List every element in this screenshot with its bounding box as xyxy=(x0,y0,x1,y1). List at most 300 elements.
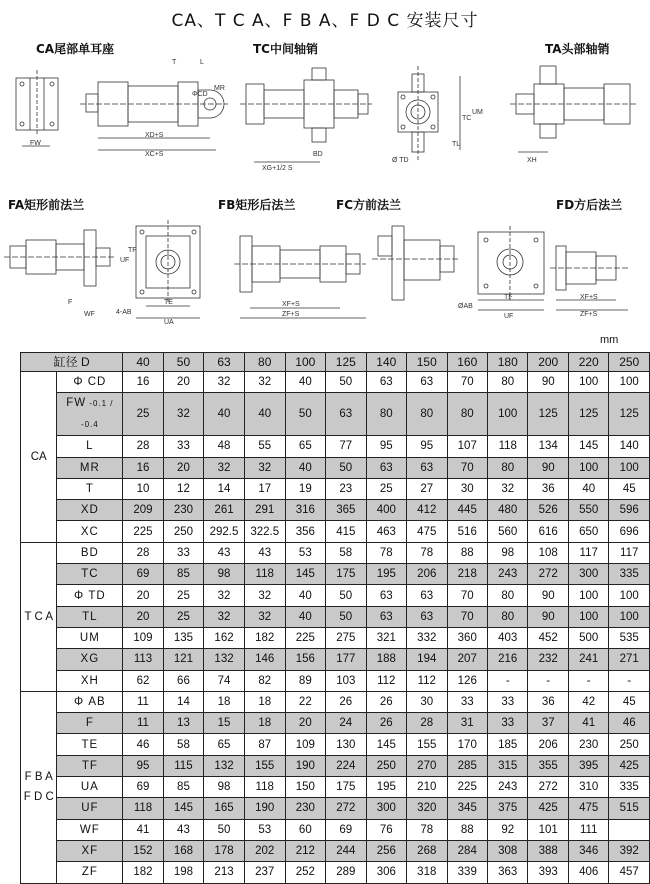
cell-value: 332 xyxy=(407,627,447,648)
cell-value: 80 xyxy=(488,606,528,627)
cell-value: 145 xyxy=(568,436,608,457)
cell-value: 225 xyxy=(285,627,325,648)
row-label: Φ TD xyxy=(57,585,123,606)
cell-value: 475 xyxy=(407,521,447,542)
cell-value: 237 xyxy=(244,862,285,883)
dim-mr: MR xyxy=(214,85,225,92)
cell-value: 452 xyxy=(528,627,568,648)
cell-value: 111 xyxy=(568,819,608,840)
header-bore-220: 220 xyxy=(568,353,608,372)
cell-value: 87 xyxy=(244,734,285,755)
header-bore-label: 缸径 D xyxy=(21,353,123,372)
cell-value: 33 xyxy=(163,542,203,563)
cell-value: 415 xyxy=(326,521,366,542)
cell-value: 425 xyxy=(609,755,650,776)
cell-value: 53 xyxy=(244,819,285,840)
cell-value: 88 xyxy=(447,819,487,840)
dimension-table xyxy=(20,352,650,884)
cell-value: 125 xyxy=(568,393,608,436)
ta-side-view xyxy=(510,66,636,164)
table-row xyxy=(21,372,650,393)
dim-xf-fb: XF+S xyxy=(282,301,300,308)
cell-value: 480 xyxy=(488,500,528,521)
cell-value: 69 xyxy=(326,819,366,840)
header-bore-250: 250 xyxy=(609,353,650,372)
table-row xyxy=(21,819,650,840)
cell-value: 212 xyxy=(285,840,325,861)
cell-value: 224 xyxy=(326,755,366,776)
cell-value: 18 xyxy=(244,713,285,734)
row-label: Φ CD xyxy=(57,372,123,393)
cell-value: 250 xyxy=(609,734,650,755)
cell-value: 70 xyxy=(447,606,487,627)
cell-value: 146 xyxy=(244,649,285,670)
table-row xyxy=(21,393,650,436)
cell-value: 80 xyxy=(488,457,528,478)
row-label: TC xyxy=(57,564,123,585)
cell-value: 50 xyxy=(326,372,366,393)
dim-tl: TL xyxy=(452,141,461,148)
cell-value: 78 xyxy=(407,819,447,840)
cell-value: 100 xyxy=(609,457,650,478)
cell-value: 375 xyxy=(488,798,528,819)
cell-value: 243 xyxy=(488,564,528,585)
cell-value: 516 xyxy=(447,521,487,542)
cell-value: 62 xyxy=(123,670,163,691)
cell-value: 90 xyxy=(528,372,568,393)
cell-value: 65 xyxy=(204,734,245,755)
cell-value: 33 xyxy=(163,436,203,457)
cell-value: 400 xyxy=(366,500,406,521)
cell-value: 53 xyxy=(285,542,325,563)
row-label: BD xyxy=(57,542,123,563)
cell-value: 14 xyxy=(204,478,245,499)
cell-value: 26 xyxy=(326,691,366,712)
cell-value: 125 xyxy=(528,393,568,436)
fa-view xyxy=(4,230,116,318)
cell-value: 121 xyxy=(163,649,203,670)
cell-value: 206 xyxy=(528,734,568,755)
cell-value: - xyxy=(568,670,608,691)
cell-value: 50 xyxy=(326,457,366,478)
cell-value: 475 xyxy=(568,798,608,819)
cell-value: 155 xyxy=(244,755,285,776)
cell-value: 58 xyxy=(163,734,203,755)
cell-value: 650 xyxy=(568,521,608,542)
cell-value: 135 xyxy=(163,627,203,648)
cell-value: 33 xyxy=(488,713,528,734)
cell-value: 63 xyxy=(407,457,447,478)
cell-value: 403 xyxy=(488,627,528,648)
cell-value: 346 xyxy=(568,840,608,861)
group-label: F B A F D C xyxy=(21,691,57,883)
row-label: TL xyxy=(57,606,123,627)
dim-fw: FW xyxy=(30,140,41,147)
fd-flange-view xyxy=(458,226,544,320)
cell-value: 345 xyxy=(447,798,487,819)
row-label: XC xyxy=(57,521,123,542)
cell-value: 250 xyxy=(163,521,203,542)
cell-value: 18 xyxy=(244,691,285,712)
cell-value: 284 xyxy=(447,840,487,861)
row-label: UM xyxy=(57,627,123,648)
row-label: WF xyxy=(57,819,123,840)
cell-value xyxy=(609,819,650,840)
cell-value: 560 xyxy=(488,521,528,542)
row-label: XF xyxy=(57,840,123,861)
cell-value: 45 xyxy=(609,478,650,499)
cell-value: 395 xyxy=(568,755,608,776)
cell-value: 100 xyxy=(568,606,608,627)
cell-value: 315 xyxy=(488,755,528,776)
cell-value: 244 xyxy=(326,840,366,861)
fc-view xyxy=(372,226,460,300)
cell-value: 190 xyxy=(285,755,325,776)
cell-value: 125 xyxy=(609,393,650,436)
cell-value: 40 xyxy=(285,585,325,606)
cell-value: 98 xyxy=(204,564,245,585)
header-bore-125: 125 xyxy=(326,353,366,372)
cell-value: 70 xyxy=(447,457,487,478)
cell-value: 63 xyxy=(407,372,447,393)
table-row xyxy=(21,500,650,521)
cell-value: 32 xyxy=(204,372,245,393)
cell-value: 117 xyxy=(609,542,650,563)
cell-value: 112 xyxy=(407,670,447,691)
cell-value: 63 xyxy=(366,585,406,606)
ca-end-view xyxy=(16,70,58,147)
cell-value: 256 xyxy=(366,840,406,861)
cell-value: 18 xyxy=(204,691,245,712)
cell-value: 78 xyxy=(366,542,406,563)
cell-value: 32 xyxy=(244,606,285,627)
cell-value: 272 xyxy=(326,798,366,819)
cell-value: 225 xyxy=(447,777,487,798)
header-bore-40: 40 xyxy=(123,353,163,372)
cell-value: 272 xyxy=(528,564,568,585)
cell-value: 41 xyxy=(123,819,163,840)
cell-value: 43 xyxy=(163,819,203,840)
cell-value: 24 xyxy=(326,713,366,734)
cell-value: 318 xyxy=(407,862,447,883)
row-label: UA xyxy=(57,777,123,798)
cell-value: 28 xyxy=(123,436,163,457)
table-row xyxy=(21,777,650,798)
cell-value: 16 xyxy=(123,372,163,393)
cell-value: 168 xyxy=(163,840,203,861)
cell-value: 190 xyxy=(244,798,285,819)
cell-value: 46 xyxy=(123,734,163,755)
cell-value: 50 xyxy=(204,819,245,840)
row-label: L xyxy=(57,436,123,457)
cell-value: 28 xyxy=(407,713,447,734)
cell-value: 60 xyxy=(285,819,325,840)
cell-value: 356 xyxy=(285,521,325,542)
row-label: XH xyxy=(57,670,123,691)
cell-value: 98 xyxy=(204,777,245,798)
cell-value: 10 xyxy=(123,478,163,499)
cell-value: 132 xyxy=(204,755,245,776)
dim-tc: TC xyxy=(462,115,472,122)
cell-value: 46 xyxy=(609,713,650,734)
tc-end-view xyxy=(392,66,483,164)
view-label-tc: TC中间轴销 xyxy=(253,42,318,56)
header-bore-160: 160 xyxy=(447,353,487,372)
cell-value: 25 xyxy=(163,585,203,606)
cell-value: 457 xyxy=(609,862,650,883)
cell-value: 335 xyxy=(609,564,650,585)
cell-value: 90 xyxy=(528,585,568,606)
ca-side-view xyxy=(80,59,228,158)
cell-value: 90 xyxy=(528,457,568,478)
cell-value: 195 xyxy=(366,777,406,798)
cell-value: 40 xyxy=(285,372,325,393)
cell-value: 32 xyxy=(204,606,245,627)
cell-value: 32 xyxy=(204,457,245,478)
page-title: CA、T C A、F B A、F D C 安装尺寸 xyxy=(171,11,479,31)
row-label: UF xyxy=(57,798,123,819)
group-label: T C A xyxy=(21,542,57,691)
table-row xyxy=(21,585,650,606)
unit-label: mm xyxy=(600,334,619,346)
cell-value: 85 xyxy=(163,777,203,798)
view-label-fc: FC方前法兰 xyxy=(336,198,402,212)
cell-value: 365 xyxy=(326,500,366,521)
cell-value: 40 xyxy=(285,606,325,627)
view-label-ca: CA尾部单耳座 xyxy=(36,42,115,56)
cell-value: 150 xyxy=(285,777,325,798)
cell-value: 268 xyxy=(407,840,447,861)
cell-value: 32 xyxy=(244,372,285,393)
cell-value: 30 xyxy=(407,691,447,712)
cell-value: 155 xyxy=(407,734,447,755)
table-row xyxy=(21,798,650,819)
cell-value: 275 xyxy=(326,627,366,648)
cell-value: 20 xyxy=(163,457,203,478)
cell-value: 320 xyxy=(407,798,447,819)
cell-value: 550 xyxy=(568,500,608,521)
cell-value: 272 xyxy=(528,777,568,798)
table-row xyxy=(21,436,650,457)
cell-value: 145 xyxy=(163,798,203,819)
cell-value: 250 xyxy=(366,755,406,776)
cell-value: 445 xyxy=(447,500,487,521)
header-bore-80: 80 xyxy=(244,353,285,372)
fd-side-view xyxy=(550,246,628,318)
header-bore-63: 63 xyxy=(204,353,245,372)
cell-value: 230 xyxy=(163,500,203,521)
cell-value: 33 xyxy=(488,691,528,712)
cell-value: 388 xyxy=(528,840,568,861)
cell-value: 194 xyxy=(407,649,447,670)
row-label-tolerance: -0.1 / -0.4 xyxy=(80,399,114,430)
cell-value: 285 xyxy=(447,755,487,776)
dim-xc: XC+S xyxy=(145,151,164,158)
cell-value: 55 xyxy=(244,436,285,457)
cell-value: 463 xyxy=(366,521,406,542)
table-row xyxy=(21,606,650,627)
cell-value: 616 xyxy=(528,521,568,542)
table-row xyxy=(21,564,650,585)
cell-value: 11 xyxy=(123,713,163,734)
cell-value: 393 xyxy=(528,862,568,883)
dim-f-fa: F xyxy=(68,299,73,306)
cell-value: 140 xyxy=(609,436,650,457)
cell-value: 321 xyxy=(366,627,406,648)
cell-value: 100 xyxy=(568,457,608,478)
cell-value: 25 xyxy=(123,393,163,436)
row-label: TF xyxy=(57,755,123,776)
cell-value: 182 xyxy=(123,862,163,883)
cell-value: 63 xyxy=(407,606,447,627)
cell-value: 15 xyxy=(204,713,245,734)
fb-view xyxy=(234,236,366,318)
cell-value: 63 xyxy=(326,393,366,436)
header-bore-100: 100 xyxy=(285,353,325,372)
cell-value: 316 xyxy=(285,500,325,521)
cell-value: 80 xyxy=(488,372,528,393)
table-header-row xyxy=(21,353,650,372)
cell-value: 252 xyxy=(285,862,325,883)
cell-value: 108 xyxy=(528,542,568,563)
cell-value: 50 xyxy=(326,585,366,606)
cell-value: 271 xyxy=(609,649,650,670)
dim-ua: UA xyxy=(164,319,174,326)
table-row xyxy=(21,713,650,734)
cell-value: 109 xyxy=(123,627,163,648)
cell-value: 292.5 xyxy=(204,521,245,542)
cell-value: 40 xyxy=(244,393,285,436)
cell-value: 209 xyxy=(123,500,163,521)
cell-value: 696 xyxy=(609,521,650,542)
cell-value: 270 xyxy=(407,755,447,776)
dim-xg: XG+1/2 S xyxy=(262,165,293,172)
cell-value: 26 xyxy=(366,713,406,734)
row-label: XD xyxy=(57,500,123,521)
row-label: TE xyxy=(57,734,123,755)
cell-value: 130 xyxy=(326,734,366,755)
row-label: Φ AB xyxy=(57,691,123,712)
view-label-fd: FD方后法兰 xyxy=(556,198,623,212)
cell-value: 308 xyxy=(488,840,528,861)
mounting-drawings xyxy=(0,0,650,340)
cell-value: 63 xyxy=(366,606,406,627)
cell-value: 45 xyxy=(609,691,650,712)
cell-value: 41 xyxy=(568,713,608,734)
header-bore-50: 50 xyxy=(163,353,203,372)
cell-value: 500 xyxy=(568,627,608,648)
cell-value: 42 xyxy=(568,691,608,712)
cell-value: 48 xyxy=(204,436,245,457)
cell-value: 66 xyxy=(163,670,203,691)
cell-value: 355 xyxy=(528,755,568,776)
tc-side-view xyxy=(240,68,372,172)
dim-bd: BD xyxy=(313,151,323,158)
dim-l: L xyxy=(200,59,204,66)
cell-value: 175 xyxy=(326,777,366,798)
cell-value: 118 xyxy=(244,564,285,585)
cell-value: 202 xyxy=(244,840,285,861)
cell-value: 232 xyxy=(528,649,568,670)
cell-value: 32 xyxy=(204,585,245,606)
row-label: F xyxy=(57,713,123,734)
cell-value: 118 xyxy=(123,798,163,819)
cell-value: 77 xyxy=(326,436,366,457)
cell-value: 185 xyxy=(488,734,528,755)
cell-value: 32 xyxy=(244,457,285,478)
cell-value: 50 xyxy=(326,606,366,627)
cell-value: 69 xyxy=(123,564,163,585)
cell-value: 118 xyxy=(488,436,528,457)
dim-zf-fb: ZF+S xyxy=(282,311,300,318)
cell-value: 113 xyxy=(123,649,163,670)
cell-value: 50 xyxy=(285,393,325,436)
cell-value: 289 xyxy=(326,862,366,883)
dim-xd: XD+S xyxy=(145,132,164,139)
cell-value: 261 xyxy=(204,500,245,521)
cell-value: 152 xyxy=(123,840,163,861)
dim-xf-fd: XF+S xyxy=(580,294,598,301)
cell-value: 392 xyxy=(609,840,650,861)
cell-value: 80 xyxy=(366,393,406,436)
dim-t: T xyxy=(172,59,177,66)
cell-value: 25 xyxy=(163,606,203,627)
cell-value: 65 xyxy=(285,436,325,457)
cell-value: 78 xyxy=(407,542,447,563)
dim-uf: UF xyxy=(120,257,130,264)
cell-value: 412 xyxy=(407,500,447,521)
cell-value: 16 xyxy=(123,457,163,478)
cell-value: 165 xyxy=(204,798,245,819)
cell-value: 207 xyxy=(447,649,487,670)
cell-value: 69 xyxy=(123,777,163,798)
cell-value: 126 xyxy=(447,670,487,691)
cell-value: 28 xyxy=(123,542,163,563)
cell-value: 89 xyxy=(285,670,325,691)
cell-value: 188 xyxy=(366,649,406,670)
cell-value: 225 xyxy=(123,521,163,542)
cell-value: 98 xyxy=(488,542,528,563)
cell-value: 63 xyxy=(366,372,406,393)
table-row xyxy=(21,649,650,670)
cell-value: 100 xyxy=(488,393,528,436)
cell-value: 535 xyxy=(609,627,650,648)
cell-value: 19 xyxy=(285,478,325,499)
cell-value: 306 xyxy=(366,862,406,883)
table-row xyxy=(21,627,650,648)
cell-value: 12 xyxy=(163,478,203,499)
dim-zf-fd: ZF+S xyxy=(580,311,598,318)
dim-cd: ΦCD xyxy=(192,91,208,98)
table-row xyxy=(21,542,650,563)
cell-value: 145 xyxy=(366,734,406,755)
cell-value: 310 xyxy=(568,777,608,798)
cell-value: 291 xyxy=(244,500,285,521)
cell-value: 425 xyxy=(528,798,568,819)
table-row xyxy=(21,755,650,776)
dim-tf-fd: TF xyxy=(504,294,513,301)
cell-value: 13 xyxy=(163,713,203,734)
cell-value: 92 xyxy=(488,819,528,840)
cell-value: 175 xyxy=(326,564,366,585)
cell-value: 33 xyxy=(447,691,487,712)
cell-value: 90 xyxy=(528,606,568,627)
group-label: CA xyxy=(21,372,57,543)
view-label-ta: TA头部轴销 xyxy=(545,42,610,56)
cell-value: 88 xyxy=(447,542,487,563)
cell-value: 36 xyxy=(528,478,568,499)
cell-value: 82 xyxy=(244,670,285,691)
